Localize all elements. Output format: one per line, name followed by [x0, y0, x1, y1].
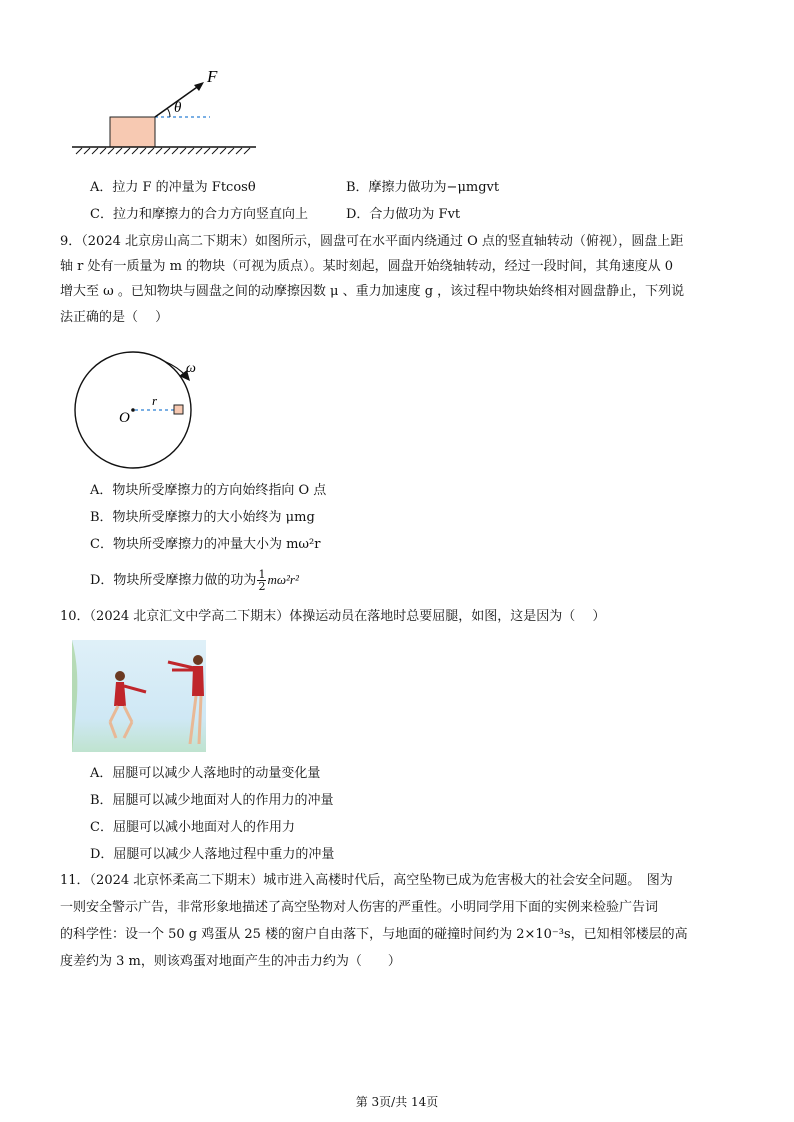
q9-option-d — [90, 569, 299, 592]
radius-label: r — [152, 393, 158, 408]
fraction-denominator: 2 — [258, 580, 266, 593]
q9-option-c: C．物块所受摩擦力的冲量大小为 mω²r — [90, 537, 321, 552]
arrowhead — [194, 82, 204, 91]
q11-line-1: 11．（2024 北京怀柔高二下期末）城市进入高楼时代后，高空坠物已成为危害极大的社会安全问题。 图为 — [60, 873, 673, 888]
q9-line-1: 9．（2024 北京房山高二下期末）如图所示，圆盘可在水平面内绕通过 O 点的竖直轴转动（俯视），圆盘上距 — [60, 234, 684, 249]
q10-option-a: A．屈腿可以减少人落地时的动量变化量 — [90, 766, 321, 781]
q9-line-2: 轴 r 处有一质量为 m 的物块（可视为质点）。某时刻起，圆盘开始绕轴转动，经过一段时间，其角速度从 0 — [60, 259, 673, 274]
block — [110, 117, 155, 147]
q8-option-c: C．拉力和摩擦力的合力方向竖直向上 — [90, 207, 308, 222]
q9-option-b: B．物块所受摩擦力的大小始终为 μmg — [90, 510, 315, 525]
angle-label: θ — [174, 100, 182, 116]
q9-line-4: 法正确的是（ ） — [60, 310, 169, 325]
small-block — [174, 405, 183, 414]
background — [72, 640, 206, 752]
q9-option-d-expr: mω²r² — [267, 572, 299, 587]
q9-option-d-prefix: D．物块所受摩擦力做的功为 — [90, 573, 257, 588]
q8-option-a: A．拉力 F 的冲量为 Ftcosθ — [90, 180, 256, 195]
angle-arc — [167, 108, 170, 117]
center-point — [131, 408, 135, 412]
q10-line-1: 10．（2024 北京汇文中学高二下期末）体操运动员在落地时总要屈腿，如图，这是因为（ ） — [60, 609, 606, 624]
q9-option-a: A．物块所受摩擦力的方向始终指向 O 点 — [90, 483, 327, 498]
force-label: F — [207, 67, 218, 86]
q11-line-2: 一则安全警示广告，非常形象地描述了高空坠物对人伤害的严重性。小明同学用下面的实例来检验广告词 — [60, 900, 659, 915]
fraction-numerator: 1 — [258, 568, 266, 581]
figure-force-block — [70, 62, 270, 162]
q10-option-d: D．屈腿可以减少人落地过程中重力的冲量 — [90, 847, 335, 862]
q8-option-d: D．合力做功为 Fvt — [346, 207, 461, 222]
center-label: O — [119, 410, 130, 426]
q10-option-b: B．屈腿可以减少地面对人的作用力的冲量 — [90, 793, 334, 808]
q9-line-3: 增大至 ω 。已知物块与圆盘之间的动摩擦因数 μ 、重力加速度 g ，该过程中物块始终相对圆盘静止，下列说 — [60, 284, 685, 299]
figure-gymnasts — [72, 640, 206, 752]
q11-line-4: 度差约为 3 m，则该鸡蛋对地面产生的冲击力约为（ ） — [60, 954, 401, 969]
q10-option-c: C．屈腿可以减小地面对人的作用力 — [90, 820, 295, 835]
q11-line-3: 的科学性：设一个 50 g 鸡蛋从 25 楼的窗户自由落下，与地面的碰撞时间约为 2×10⁻³s，已知相邻楼层的高 — [60, 927, 688, 942]
q8-option-b: B．摩擦力做功为−μmgvt — [346, 180, 500, 195]
omega-label: ω — [186, 361, 196, 376]
fraction-half — [257, 569, 266, 592]
page-footer: 第 3页/共 14页 — [355, 1095, 439, 1109]
ground-hatching — [76, 148, 250, 154]
figure-rotating-disc — [66, 350, 216, 470]
